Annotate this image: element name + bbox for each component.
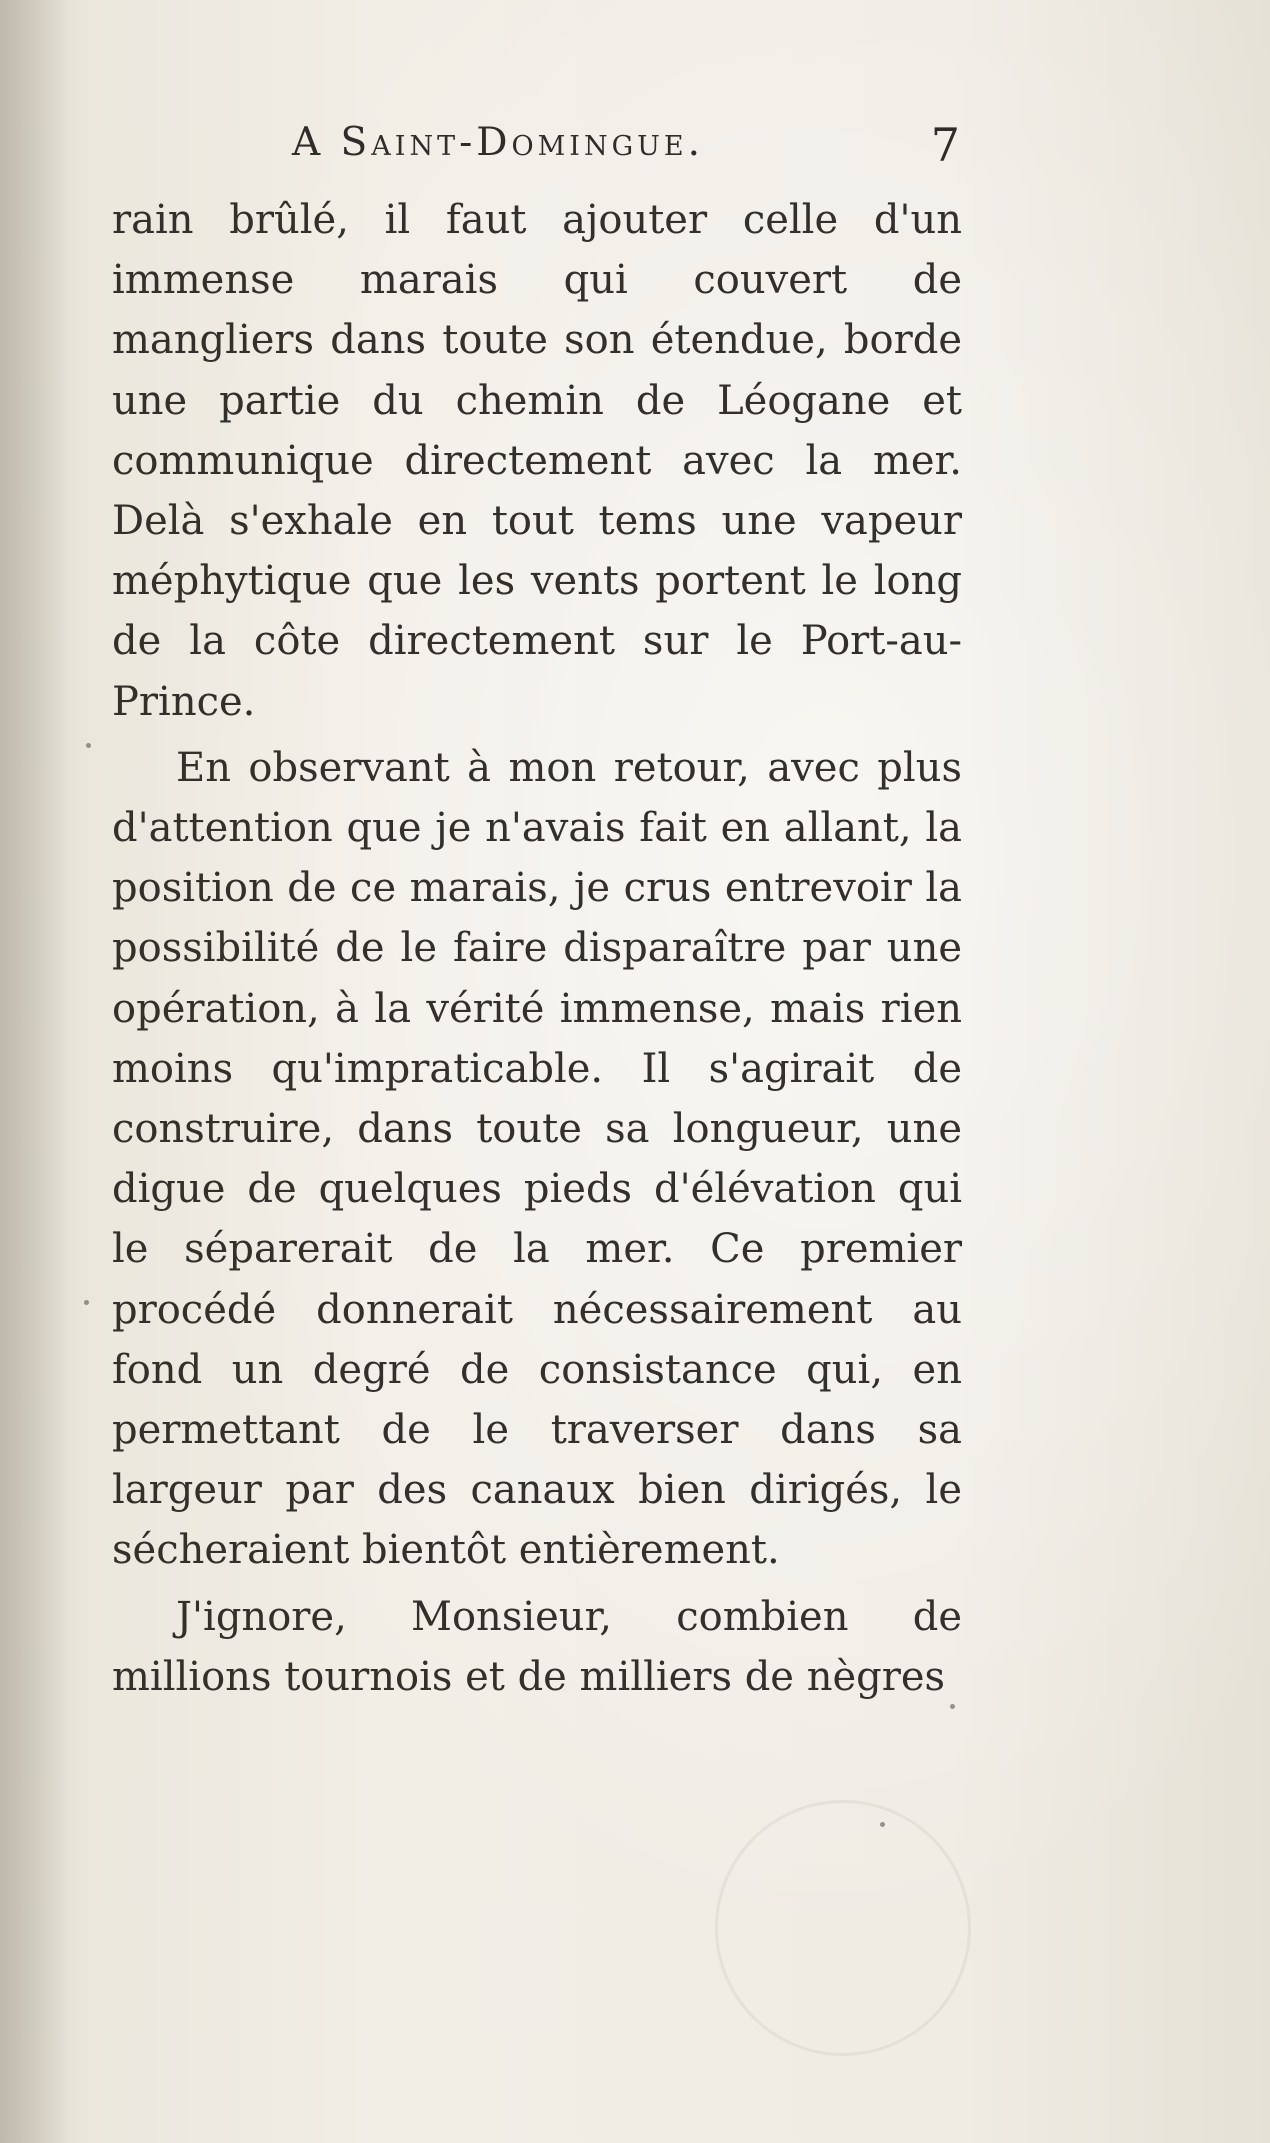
faint-stamp-ghost <box>715 1800 971 2056</box>
ink-speck <box>86 743 91 748</box>
ink-speck <box>950 1704 955 1709</box>
ink-speck <box>84 1300 89 1305</box>
gutter-shadow <box>0 0 70 2143</box>
page-header <box>112 118 972 178</box>
paragraph-1: rain brûlé, il faut ajouter celle d'un immense marais qui couvert de mangliers dans toute son étendue, borde une partie du chemin de Léogane et communique directement avec la mer. Delà s'exhale en tout tems une vapeur méphytique que les vents portent le long de la côte directement sur le Port-au-Prince. <box>112 197 962 725</box>
paragraph-3: J'ignore, Monsieur, combien de millions tournois et de milliers de nègres <box>112 1593 962 1700</box>
paragraph-2: En observant à mon retour, avec plus d'attention que je n'avais fait en allant, la position de ce marais, je crus entrevoir la possibilité de le faire disparaître par une opération, à la vérité immense, mais rien moins qu'impraticable. Il s'agirait de construire, dans toute sa longueur, une digue de quelques pieds d'élévation qui le séparerait de la mer. Ce premier procédé donnerait nécessairement au fond un degré de consistance qui, en permettant de le traverser dans sa largeur par des canaux bien dirigés, le sécheraient bientôt entièrement. <box>112 744 962 1574</box>
running-head: A Saint-Domingue. <box>292 120 705 165</box>
page-number: 7 <box>930 118 960 172</box>
body-text <box>112 190 962 1713</box>
